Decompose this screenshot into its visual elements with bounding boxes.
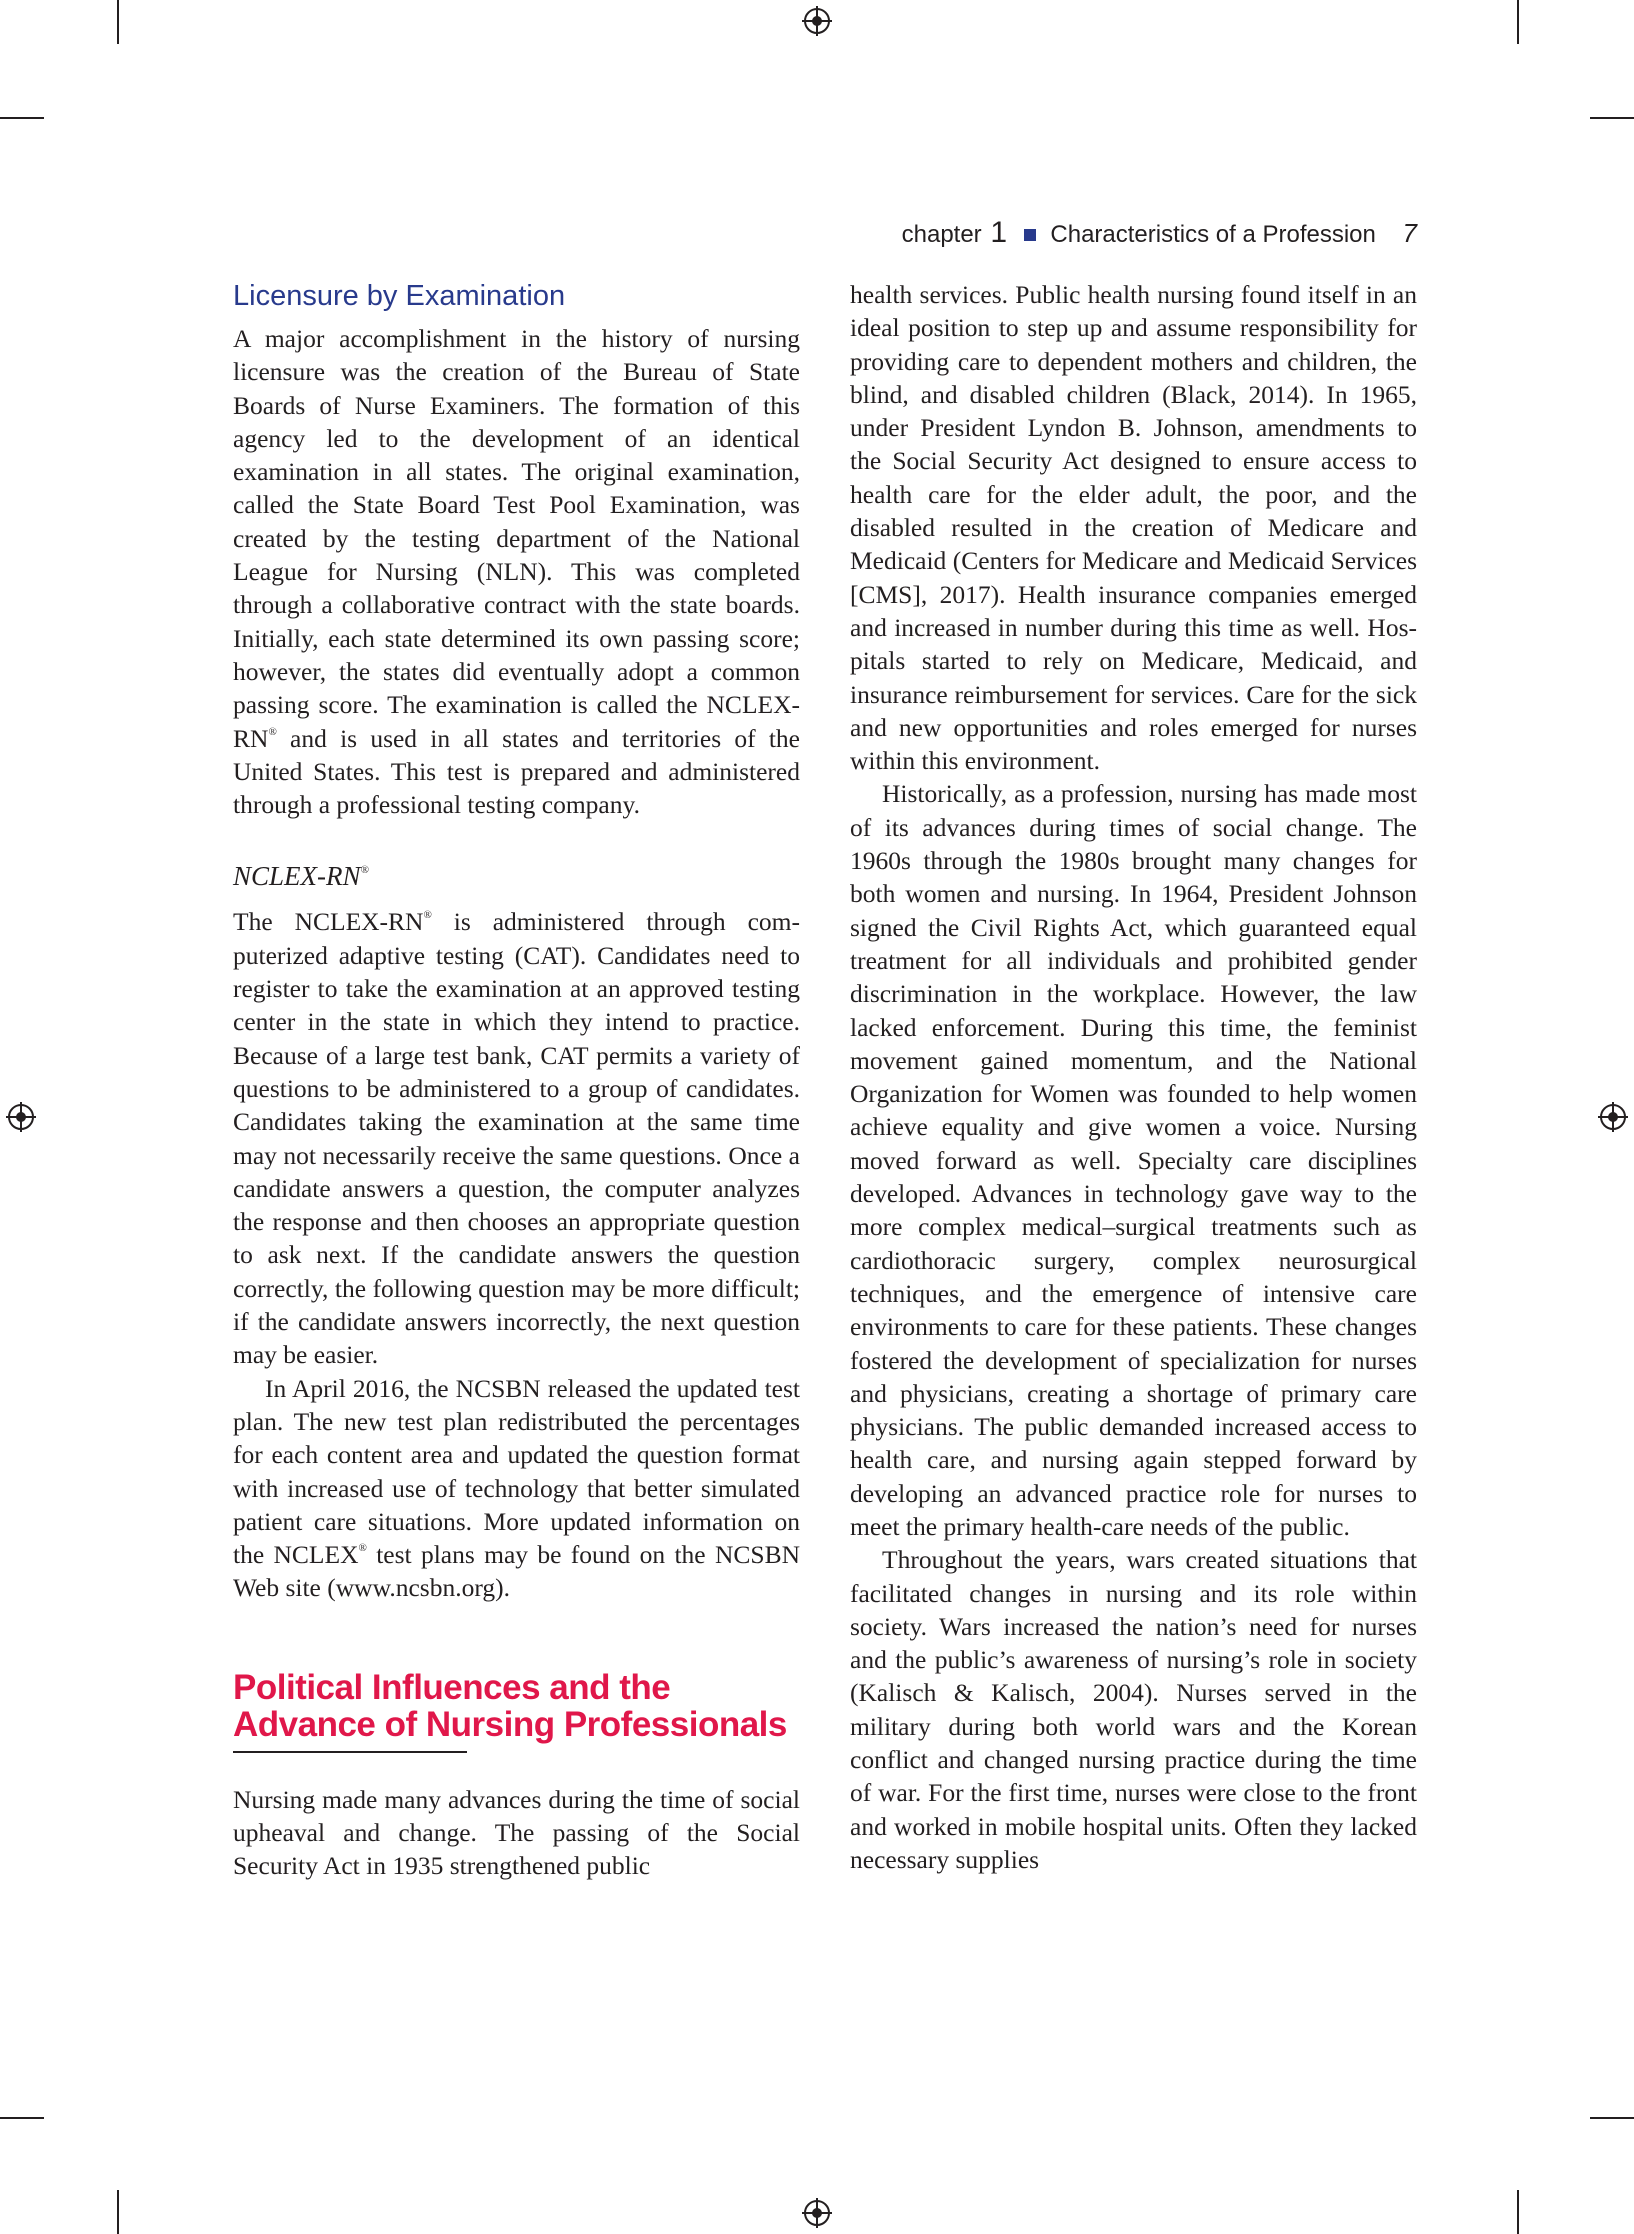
registration-mark-left-icon bbox=[8, 1104, 34, 1130]
crop-mark-bottom-left-h bbox=[0, 2117, 44, 2119]
crop-mark-top-left-v bbox=[117, 0, 119, 44]
right-paragraph-1: health services. Public health nursing found itself in an ideal position to step up and assume responsibility for providing care to dependent mothers and children, the blind, and disabled children (Black, 2014). In 1965, under President Lyndon B. Johnson, amendments to the Social Security Act designed to ensure access to health care for the elder adult, the poor, and the disabled resulted in the creation of Medicare and Medicaid (Centers for Medicare and Medicaid Services [CMS], 2017). Health insurance companies emerged and increased in number during this time as well. Hospitals started to rely on Medicare, Medicaid, and insurance reimbursement for services. Care for the sick and new opportunities and roles emerged for nurses within this environment. bbox=[850, 280, 1417, 776]
nclex-paragraph-1: The NCLEX-RN® is administered through computerized adaptive testing (CAT). Candidates need to register to take the examination at an approved testing center in the state in which they intend to practice. Because of a large test bank, CAT permits a variety of questions to be administered to a group of candidates. Candidates taking the examination at the same time may not necessarily receive the same questions. Once a candidate answers a question, the computer analyzes the response and then chooses an appropriate question to ask next. If the candidate answers the question correctly, the following question may be more difficult; if the candidate answers incorrectly, the next question may be easier. bbox=[233, 907, 800, 1370]
running-head-chapter-title: Characteristics of a Profession bbox=[1050, 221, 1376, 248]
running-head bbox=[902, 216, 1417, 250]
crop-mark-top-right-v bbox=[1517, 0, 1519, 44]
left-column bbox=[233, 278, 800, 1883]
nclex-heading: NCLEX-RN® bbox=[233, 861, 369, 892]
right-paragraph-3: Throughout the years, wars created situations that facilitated changes in nursing and its role within society. Wars increased the nation’s need for nurses and the public’s awareness of nursing’s role in society (Kalisch & Kalisch, 2004). Nurses served in the military during both world wars and the Korean conflict and changed nursing practice during the time of war. For the first time, nurses were close to the front and worked in mobile hospital units. Often they lacked necessary supplies bbox=[850, 1545, 1417, 1874]
page-number: 7 bbox=[1402, 218, 1417, 248]
running-head-chapter-word: chapter bbox=[901, 221, 982, 248]
registered-mark: ® bbox=[423, 909, 432, 922]
running-head-chapter-number: 1 bbox=[990, 216, 1008, 249]
right-paragraph-2: Historically, as a profession, nursing has made most of its advances during times of social change. The 1960s through the 1980s brought many changes for both women and nursing. In 1964, President Johnson signed the Civil Rights Act, which guaranteed equal treatment for all individuals and prohibited gender discrimination in the workplace. However, the law lacked enforcement. During this time, the feminist movement gained momentum, and the National Organization for Women was founded to help women achieve equality and give women a voice. Nursing moved forward as well. Specialty care disciplines developed. Advances in technology gave way to the more complex medical–surgical treatments such as cardiothoracic surgery, complex neurosurgical techniques, and the emergence of intensive care environments to care for these patients. These changes fostered the development of specialization for nurses and physicians, creating a shortage of primary care physicians. The public demanded increased access to health care, and nursing again stepped forward by developing an advanced practice role for nurses to meet the primary health-care needs of the public. bbox=[850, 779, 1417, 1541]
nclex-paragraph-2: In April 2016, the NCSBN released the updated test plan. The new test plan redistributed the percentages for each content area and updated the question format with increased use of technology that better simulated patient care situations. More updated information on the NCLEX® test plans may be found on the NCSBN Web site (www.ncsbn.org). bbox=[233, 1373, 800, 1603]
crop-mark-top-left-h bbox=[0, 117, 44, 119]
registered-mark: ® bbox=[360, 864, 369, 877]
licensure-heading: Licensure by Examination bbox=[233, 280, 566, 312]
registration-mark-top-icon bbox=[804, 8, 830, 34]
political-paragraph: Nursing made many advances during the time of social upheaval and change. The passing of the Social Security Act in 1935 strengthened public bbox=[233, 1784, 800, 1881]
right-column bbox=[850, 278, 1417, 1876]
licensure-paragraph: A major accomplishment in the history of nursing licensure was the creation of the Bureau of State Boards of Nurse Examiners. The formation of this agency led to the development of an identical examination in all states. The original examination, called the State Board Test Pool Examination, was created by the testing department of the National League for Nursing (NLN). This was completed through a collaborative contract with the state boards. Initially, each state determined its own passing score; however, the states did eventually adopt a common passing score. The examination is called the NCLEX-RN® and is used in all states and territories of the United States. This test is prepared and administered through a professional testing company. bbox=[233, 324, 800, 820]
crop-mark-bottom-right-v bbox=[1517, 2190, 1519, 2234]
section-heading-rule bbox=[233, 1751, 467, 1753]
registered-mark: ® bbox=[358, 1542, 367, 1555]
crop-mark-bottom-right-h bbox=[1590, 2117, 1634, 2119]
crop-mark-bottom-left-v bbox=[117, 2190, 119, 2234]
square-bullet-icon bbox=[1024, 229, 1036, 241]
registration-mark-bottom-icon bbox=[804, 2200, 830, 2226]
crop-mark-top-right-h bbox=[1590, 117, 1634, 119]
political-influences-heading: Political Influences and the Advance of Nursing Professionals bbox=[233, 1667, 787, 1744]
registration-mark-right-icon bbox=[1600, 1104, 1626, 1130]
registered-mark: ® bbox=[268, 725, 277, 738]
